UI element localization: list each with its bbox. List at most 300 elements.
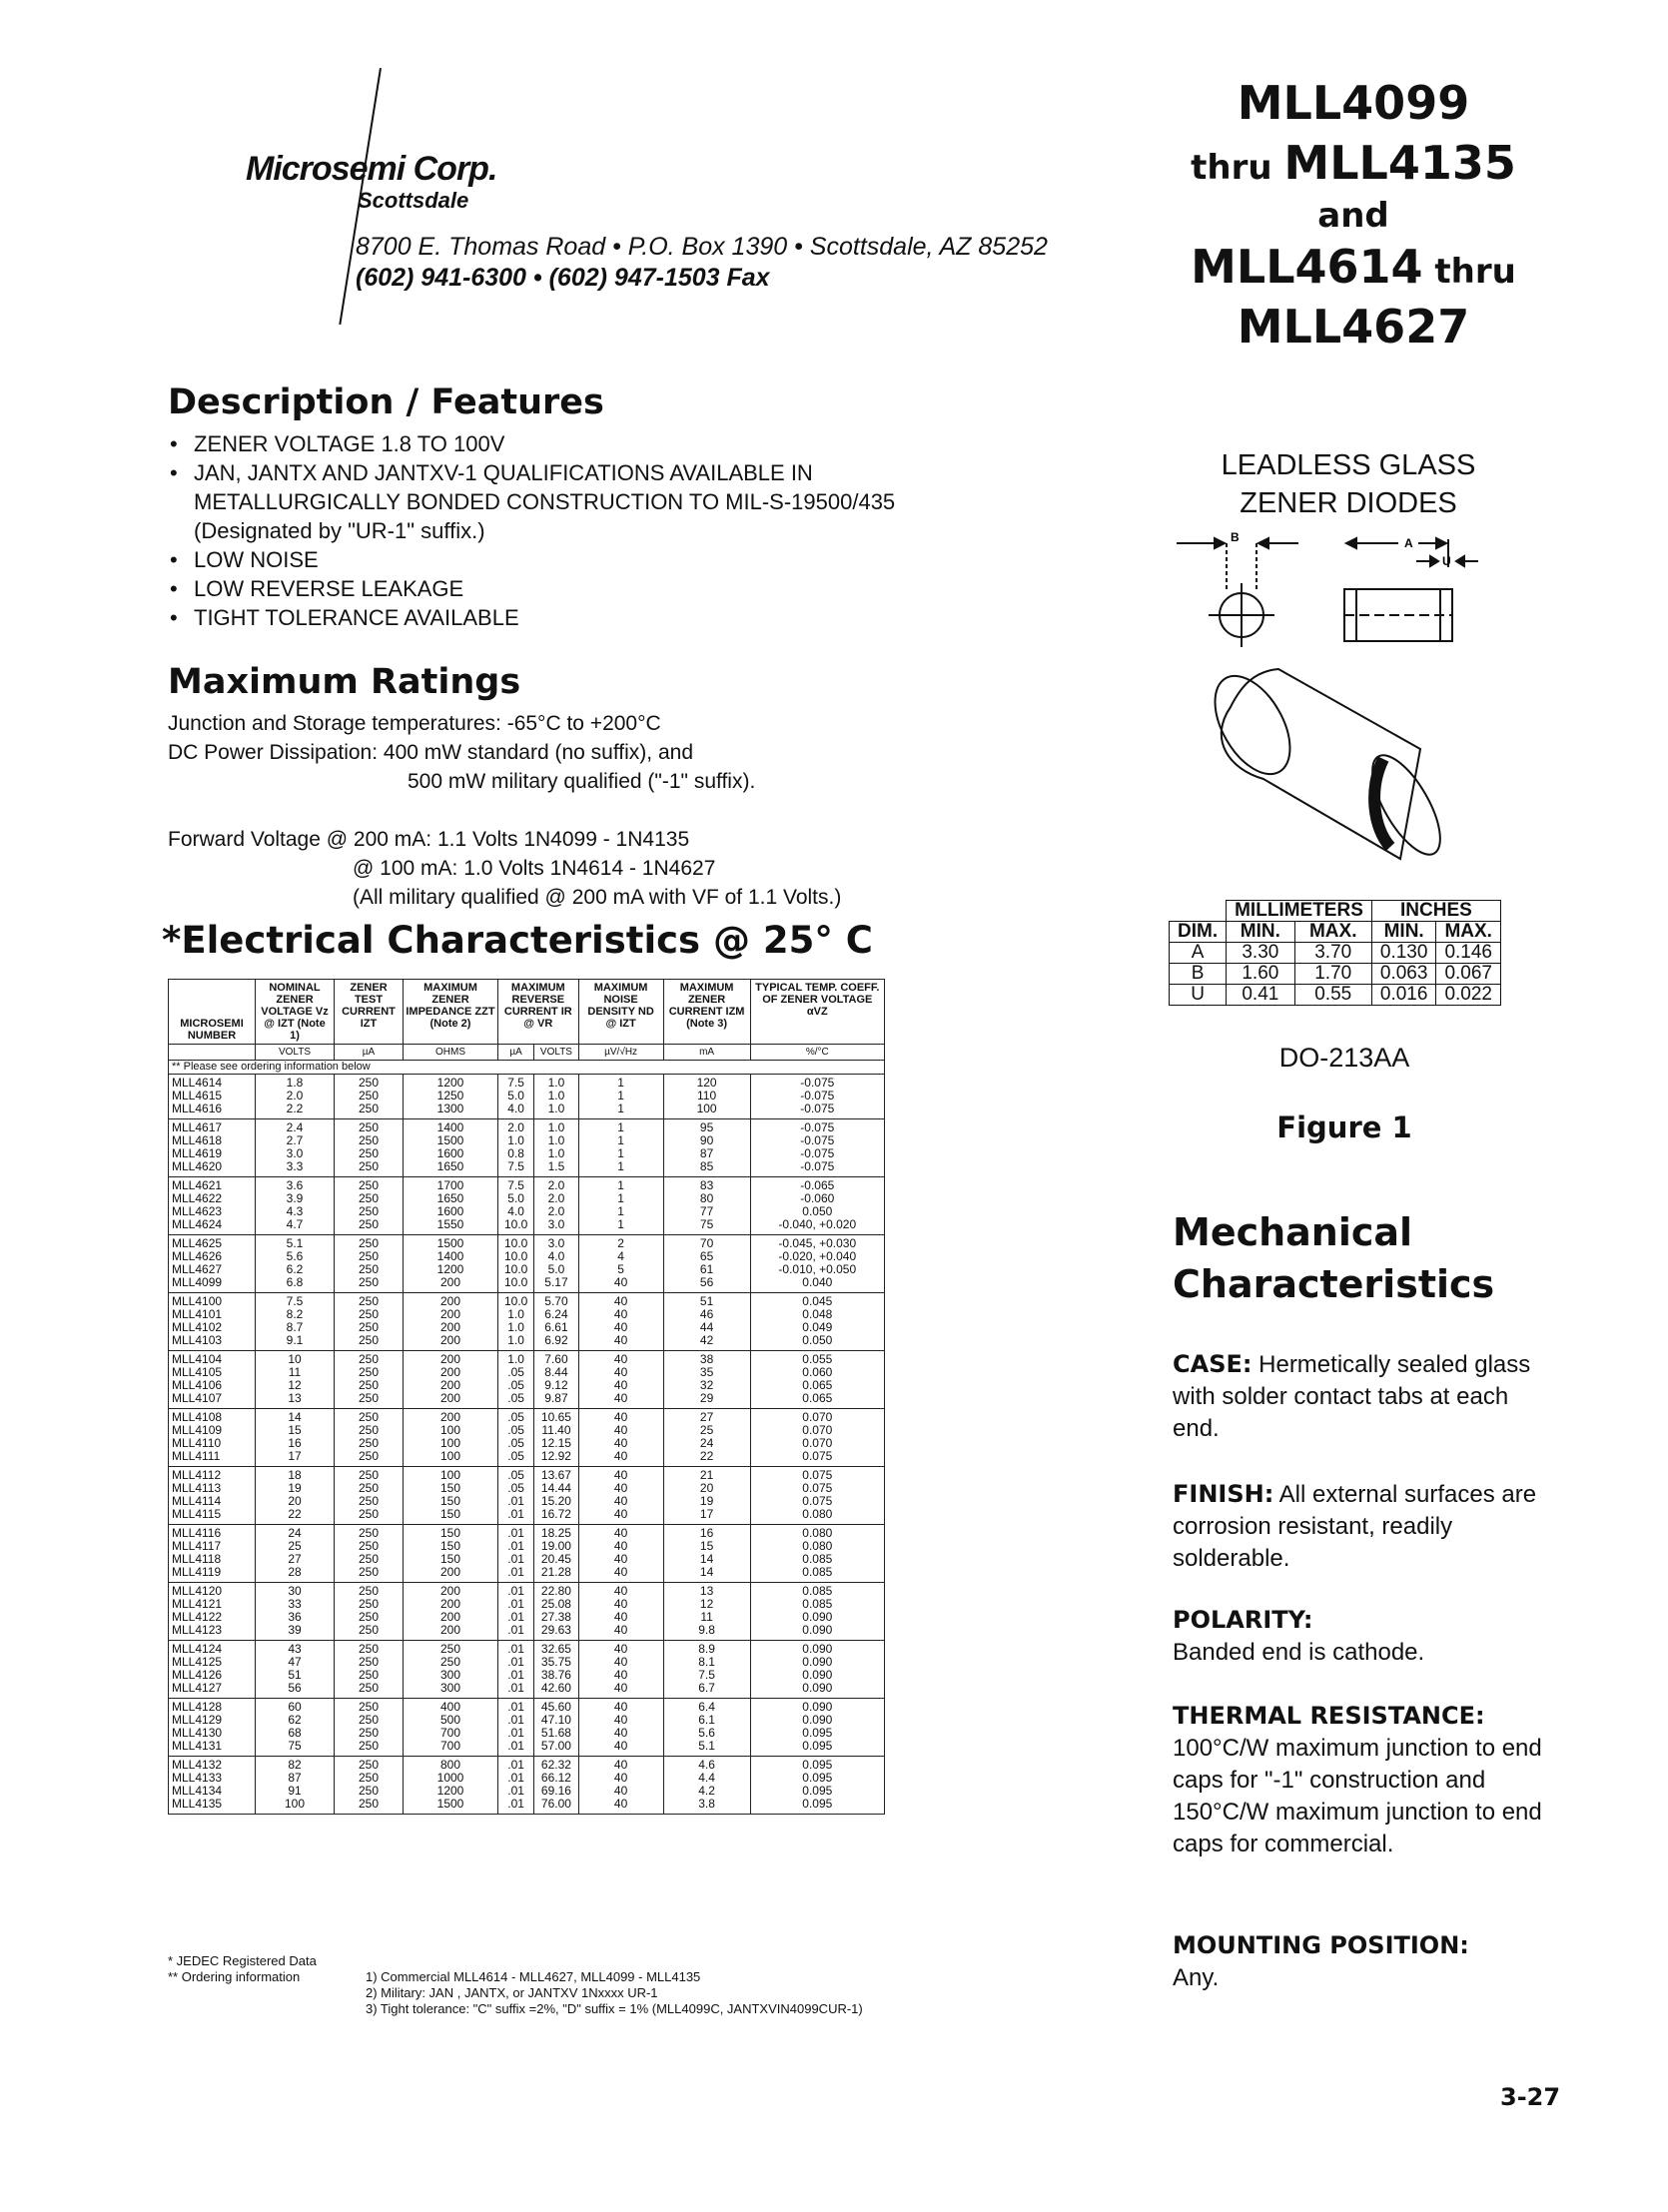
cell-line: 1250 bbox=[436, 1089, 464, 1103]
cell-line: 0.095 bbox=[802, 1771, 833, 1785]
value-cell bbox=[663, 1583, 750, 1641]
value-cell bbox=[534, 1177, 578, 1235]
cell-line: 250 bbox=[358, 1713, 380, 1727]
unit-cell: VOLTS bbox=[534, 1045, 578, 1061]
cell-line: 1.8 bbox=[286, 1076, 304, 1090]
cell-line: 100 bbox=[284, 1797, 306, 1811]
feature-item: • JAN, JANTX AND JANTXV-1 QUALIFICATIONS AVAILABLE IN METALLURGICALLY BONDED CONSTRUCTION TO MIL-S-19500/435 (Designated by "UR-1" suffix.) bbox=[170, 458, 929, 545]
dim-label-u: U bbox=[1442, 554, 1451, 568]
value-cell bbox=[256, 1235, 335, 1293]
col-header-izt: ZENER TEST CURRENT IZT bbox=[335, 980, 404, 1045]
cell-line: 29.63 bbox=[540, 1623, 571, 1637]
cell-line: .01 bbox=[507, 1771, 524, 1785]
cell-line: 24 bbox=[288, 1526, 302, 1540]
cell-line: 150 bbox=[439, 1481, 461, 1495]
cell-line: 250 bbox=[358, 1102, 380, 1115]
cell-line: 40 bbox=[613, 1771, 628, 1785]
cell-line: 66.12 bbox=[540, 1771, 571, 1785]
cell-line: 1200 bbox=[436, 1262, 464, 1276]
footnote-commercial: 1) Commercial MLL4614 - MLL4627, MLL4099 - MLL4135 bbox=[366, 1969, 701, 1984]
cell-line: 12 bbox=[699, 1597, 714, 1611]
cell-line: MLL4118 bbox=[172, 1552, 222, 1566]
cell-line: .05 bbox=[507, 1410, 524, 1424]
cell-line: .01 bbox=[507, 1623, 524, 1637]
cell-line: 40 bbox=[613, 1552, 628, 1566]
cell-line: 62.32 bbox=[540, 1758, 571, 1772]
value-cell bbox=[750, 1177, 884, 1235]
cell-line: 250 bbox=[358, 1320, 380, 1334]
cell-line: 1000 bbox=[436, 1771, 464, 1785]
cell-line: MLL4112 bbox=[172, 1468, 222, 1482]
cell-line: 35.75 bbox=[540, 1655, 571, 1669]
cell-line: 0.095 bbox=[802, 1797, 833, 1811]
value-cell bbox=[578, 1757, 663, 1815]
figure-label: Figure 1 bbox=[1276, 1110, 1412, 1144]
cell-line: 500 bbox=[439, 1713, 461, 1727]
cell-line: MLL4620 bbox=[172, 1159, 223, 1173]
cell-line: .01 bbox=[507, 1668, 524, 1682]
value-cell bbox=[335, 1467, 404, 1525]
value-cell bbox=[498, 1293, 534, 1351]
table-row bbox=[169, 1583, 885, 1641]
value-cell bbox=[404, 1699, 498, 1757]
cell-line: MLL4126 bbox=[172, 1668, 223, 1682]
cell-line: 0.085 bbox=[802, 1597, 833, 1611]
mech-polarity bbox=[1173, 1604, 1552, 1669]
cell-line: 40 bbox=[613, 1507, 628, 1521]
footnote-military: 2) Military: JAN , JANTX, or JANTXV 1Nxxxx UR-1 bbox=[366, 1985, 658, 2000]
cell-line: 250 bbox=[358, 1481, 380, 1495]
cell-line: MLL4616 bbox=[172, 1102, 223, 1115]
value-cell bbox=[534, 1119, 578, 1177]
cell-line: 77 bbox=[699, 1204, 714, 1218]
cell-line: 1.0 bbox=[547, 1102, 565, 1115]
cell-line: 1.0 bbox=[547, 1120, 565, 1134]
cell-line: 1 bbox=[617, 1146, 624, 1160]
cell-line: 1.0 bbox=[507, 1133, 524, 1147]
value-cell bbox=[578, 1235, 663, 1293]
cell-line: 22 bbox=[288, 1507, 302, 1521]
value-cell bbox=[498, 1075, 534, 1119]
cell-line: 21 bbox=[699, 1468, 714, 1482]
cell-line: 1 bbox=[617, 1191, 624, 1205]
cell-line: 82 bbox=[288, 1758, 302, 1772]
value-cell bbox=[663, 1525, 750, 1583]
cell-line: .01 bbox=[507, 1610, 524, 1624]
cell-line: 10.0 bbox=[503, 1275, 528, 1289]
cell-line: 0.049 bbox=[802, 1320, 833, 1334]
cell-line: 2.0 bbox=[547, 1204, 565, 1218]
cell-line: 42 bbox=[699, 1333, 714, 1347]
cell-line: MLL4123 bbox=[172, 1623, 223, 1637]
value-cell bbox=[404, 1525, 498, 1583]
cell-line: 1600 bbox=[436, 1146, 464, 1160]
cell-line: 400 bbox=[439, 1700, 461, 1714]
cell-line: 33 bbox=[288, 1597, 302, 1611]
table-row bbox=[169, 1293, 885, 1351]
cell-line: 8.9 bbox=[698, 1642, 715, 1656]
cell-line: 250 bbox=[358, 1758, 380, 1772]
cell-line: 250 bbox=[358, 1410, 380, 1424]
cell-line: MLL4135 bbox=[172, 1797, 223, 1811]
cell-line: MLL4624 bbox=[172, 1217, 223, 1231]
cell-line: 27 bbox=[288, 1552, 302, 1566]
cell-line: 56 bbox=[288, 1681, 302, 1695]
cell-line: 250 bbox=[358, 1333, 380, 1347]
cell-line: 1200 bbox=[436, 1076, 464, 1090]
cell-line: 4.4 bbox=[698, 1771, 715, 1785]
dims-cell: 0.063 bbox=[1371, 964, 1436, 985]
dims-cell: 3.30 bbox=[1227, 943, 1294, 964]
cell-line: 250 bbox=[358, 1133, 380, 1147]
cell-line: 30 bbox=[288, 1584, 302, 1598]
cell-line: 15 bbox=[699, 1539, 714, 1553]
cell-line: 61 bbox=[699, 1262, 714, 1276]
cell-line: 32 bbox=[699, 1378, 714, 1392]
cell-line: 0.080 bbox=[802, 1526, 833, 1540]
cell-line: 0.085 bbox=[802, 1552, 833, 1566]
cell-line: 250 bbox=[358, 1565, 380, 1579]
dims-cell: 0.55 bbox=[1294, 985, 1371, 1006]
cell-line: 51.68 bbox=[540, 1726, 571, 1740]
cell-line: 0.090 bbox=[802, 1700, 833, 1714]
value-cell bbox=[335, 1119, 404, 1177]
value-cell bbox=[750, 1757, 884, 1815]
value-cell bbox=[498, 1235, 534, 1293]
dims-group-in: INCHES bbox=[1371, 901, 1500, 922]
cell-line: 5.70 bbox=[544, 1294, 568, 1308]
value-cell bbox=[663, 1641, 750, 1699]
cell-line: MLL4626 bbox=[172, 1249, 223, 1263]
cell-line: 40 bbox=[613, 1565, 628, 1579]
mech-thermal-text: 100°C/W maximum junction to end caps for "-1" construction and 150°C/W maximum junction to end caps for commercial. bbox=[1173, 1735, 1542, 1857]
cell-line: 6.1 bbox=[698, 1713, 715, 1727]
cell-line: 250 bbox=[358, 1294, 380, 1308]
cell-line: 0.8 bbox=[507, 1146, 524, 1160]
cell-line: 5.6 bbox=[698, 1726, 715, 1740]
cell-line: 40 bbox=[613, 1378, 628, 1392]
cell-line: 1 bbox=[617, 1120, 624, 1134]
cell-line: 1.0 bbox=[507, 1333, 524, 1347]
cell-line: .05 bbox=[507, 1449, 524, 1463]
mech-mounting-label: MOUNTING POSITION: bbox=[1173, 1931, 1469, 1959]
cell-line: 1.5 bbox=[547, 1159, 565, 1173]
cell-line: MLL4124 bbox=[172, 1642, 223, 1656]
value-cell bbox=[534, 1583, 578, 1641]
cell-line: 0.085 bbox=[802, 1565, 833, 1579]
cell-line: 20 bbox=[699, 1481, 714, 1495]
cell-line: 250 bbox=[358, 1391, 380, 1405]
unit-cell: µV/√Hz bbox=[578, 1045, 663, 1061]
title-line-5: MLL4627 bbox=[1237, 300, 1470, 354]
part-group bbox=[169, 1409, 885, 1467]
feature-item: • TIGHT TOLERANCE AVAILABLE bbox=[170, 603, 929, 632]
value-cell bbox=[335, 1757, 404, 1815]
mech-case bbox=[1173, 1348, 1552, 1445]
cell-line: 40 bbox=[613, 1700, 628, 1714]
cell-line: 100 bbox=[439, 1436, 461, 1450]
unit-cell: µA bbox=[498, 1045, 534, 1061]
cell-line: 16 bbox=[699, 1526, 714, 1540]
col-header-izm: MAXIMUM ZENER CURRENT IZM (Note 3) bbox=[663, 980, 750, 1045]
value-cell bbox=[534, 1699, 578, 1757]
mech-polarity-text: Banded end is cathode. bbox=[1173, 1639, 1425, 1666]
cell-line: MLL4116 bbox=[172, 1526, 222, 1540]
cell-line: 200 bbox=[439, 1307, 461, 1321]
cell-line: 6.2 bbox=[286, 1262, 304, 1276]
cell-line: 65 bbox=[699, 1249, 714, 1263]
part-number-cell bbox=[169, 1177, 256, 1235]
units-row bbox=[169, 1045, 885, 1061]
cell-line: .01 bbox=[507, 1681, 524, 1695]
cell-line: 91 bbox=[288, 1784, 302, 1798]
cell-line: .05 bbox=[507, 1436, 524, 1450]
cell-line: 250 bbox=[358, 1552, 380, 1566]
cell-line: 0.090 bbox=[802, 1681, 833, 1695]
title-thru-2: thru bbox=[1422, 252, 1516, 292]
cell-line: 40 bbox=[613, 1294, 628, 1308]
dims-cell: A bbox=[1170, 943, 1227, 964]
cell-line: 100 bbox=[439, 1449, 461, 1463]
part-number-cell bbox=[169, 1641, 256, 1699]
value-cell bbox=[256, 1409, 335, 1467]
dims-group-mm: MILLIMETERS bbox=[1227, 901, 1372, 922]
cell-line: 1400 bbox=[436, 1120, 464, 1134]
cell-line: 4.6 bbox=[698, 1758, 715, 1772]
cell-line: MLL4130 bbox=[172, 1726, 223, 1740]
cell-line: 1400 bbox=[436, 1249, 464, 1263]
value-cell bbox=[578, 1641, 663, 1699]
value-cell bbox=[663, 1177, 750, 1235]
value-cell bbox=[256, 1699, 335, 1757]
value-cell bbox=[578, 1293, 663, 1351]
cell-line: 250 bbox=[358, 1526, 380, 1540]
cell-line: 0.090 bbox=[802, 1610, 833, 1624]
cell-line: 1.0 bbox=[507, 1352, 524, 1366]
cell-line: 40 bbox=[613, 1758, 628, 1772]
cell-line: 7.5 bbox=[507, 1178, 524, 1192]
company-location: Scottsdale bbox=[358, 188, 469, 213]
cell-line: 300 bbox=[439, 1668, 461, 1682]
cell-line: 8.7 bbox=[286, 1320, 304, 1334]
value-cell bbox=[404, 1177, 498, 1235]
cell-line: MLL4617 bbox=[172, 1120, 223, 1134]
cell-line: 250 bbox=[358, 1494, 380, 1508]
part-number-cell bbox=[169, 1757, 256, 1815]
value-cell bbox=[404, 1235, 498, 1293]
company-address: 8700 E. Thomas Road • P.O. Box 1390 • Scottsdale, AZ 85252 bbox=[356, 233, 1048, 261]
cell-line: 0.050 bbox=[802, 1333, 833, 1347]
mech-case-text: Hermetically sealed glass with solder contact tabs at each end. bbox=[1173, 1351, 1531, 1442]
cell-line: 19.00 bbox=[540, 1539, 571, 1553]
cell-line: MLL4113 bbox=[172, 1481, 222, 1495]
cell-line: -0.075 bbox=[800, 1102, 835, 1115]
cell-line: 7.5 bbox=[507, 1159, 524, 1173]
cell-line: .01 bbox=[507, 1584, 524, 1598]
table-row bbox=[169, 1525, 885, 1583]
value-cell bbox=[663, 1075, 750, 1119]
cell-line: 40 bbox=[613, 1275, 628, 1289]
cell-line: 6.61 bbox=[544, 1320, 568, 1334]
cell-line: 5.1 bbox=[698, 1739, 715, 1753]
cell-line: 1300 bbox=[436, 1102, 464, 1115]
table-row bbox=[169, 1075, 885, 1119]
cell-line: MLL4614 bbox=[172, 1076, 223, 1090]
cell-line: MLL4115 bbox=[172, 1507, 222, 1521]
table-row bbox=[169, 1119, 885, 1177]
cell-line: 2.2 bbox=[286, 1102, 304, 1115]
cell-line: 200 bbox=[439, 1597, 461, 1611]
mech-mounting bbox=[1173, 1929, 1552, 1994]
table-row bbox=[169, 1177, 885, 1235]
cell-line: 100 bbox=[439, 1468, 461, 1482]
cell-line: 5.0 bbox=[507, 1089, 524, 1103]
cell-line: 5 bbox=[617, 1262, 624, 1276]
cell-line: 7.5 bbox=[286, 1294, 304, 1308]
cell-line: 0.045 bbox=[802, 1294, 833, 1308]
cell-line: 22.80 bbox=[540, 1584, 571, 1598]
value-cell bbox=[750, 1409, 884, 1467]
value-cell bbox=[578, 1177, 663, 1235]
cell-line: 5.17 bbox=[544, 1275, 568, 1289]
cell-line: MLL4623 bbox=[172, 1204, 223, 1218]
cell-line: 2.0 bbox=[507, 1120, 524, 1134]
col-header-zzt: MAXIMUM ZENER IMPEDANCE ZZT (Note 2) bbox=[404, 980, 498, 1045]
table-row bbox=[169, 1757, 885, 1815]
title-line-3: and bbox=[1317, 196, 1389, 236]
cell-line: 22 bbox=[699, 1449, 714, 1463]
value-cell bbox=[534, 1075, 578, 1119]
cell-line: 250 bbox=[358, 1468, 380, 1482]
part-number-cell bbox=[169, 1699, 256, 1757]
cell-line: 250 bbox=[358, 1217, 380, 1231]
cell-line: 40 bbox=[613, 1320, 628, 1334]
value-cell bbox=[256, 1177, 335, 1235]
cell-line: 200 bbox=[439, 1410, 461, 1424]
cell-line: 38.76 bbox=[540, 1668, 571, 1682]
cell-line: 4 bbox=[617, 1249, 624, 1263]
electrical-heading: *Electrical Characteristics @ 25° C bbox=[162, 919, 873, 962]
cell-line: 12 bbox=[288, 1378, 302, 1392]
cell-line: 0.070 bbox=[802, 1423, 833, 1437]
cell-line: MLL4129 bbox=[172, 1713, 223, 1727]
cell-line: 1650 bbox=[436, 1191, 464, 1205]
cell-line: 27.38 bbox=[540, 1610, 571, 1624]
cell-line: 0.090 bbox=[802, 1655, 833, 1669]
cell-line: 300 bbox=[439, 1681, 461, 1695]
cell-line: MLL4099 bbox=[172, 1275, 223, 1289]
cell-line: 250 bbox=[358, 1642, 380, 1656]
value-cell bbox=[578, 1409, 663, 1467]
dims-row bbox=[1170, 964, 1501, 985]
cell-line: 150 bbox=[439, 1507, 461, 1521]
cell-line: 250 bbox=[358, 1449, 380, 1463]
cell-line: MLL4101 bbox=[172, 1307, 223, 1321]
value-cell bbox=[750, 1641, 884, 1699]
cell-line: -0.075 bbox=[800, 1159, 835, 1173]
cell-line: 3.0 bbox=[547, 1236, 565, 1250]
value-cell bbox=[404, 1641, 498, 1699]
cell-line: 0.090 bbox=[802, 1668, 833, 1682]
cell-line: 13 bbox=[699, 1584, 714, 1598]
cell-line: 70 bbox=[699, 1236, 714, 1250]
dimensions-table bbox=[1169, 900, 1501, 1006]
cell-line: 250 bbox=[358, 1352, 380, 1366]
value-cell bbox=[663, 1409, 750, 1467]
cell-line: 0.090 bbox=[802, 1623, 833, 1637]
cell-line: 13.67 bbox=[540, 1468, 571, 1482]
cell-line: 51 bbox=[699, 1294, 714, 1308]
cell-line: 1650 bbox=[436, 1159, 464, 1173]
cell-line: 250 bbox=[358, 1784, 380, 1798]
cell-line: 1 bbox=[617, 1204, 624, 1218]
cell-line: 40 bbox=[613, 1539, 628, 1553]
cell-line: 250 bbox=[358, 1146, 380, 1160]
dims-col-header: MAX. bbox=[1436, 922, 1501, 943]
cell-line: 56 bbox=[699, 1275, 714, 1289]
cell-line: 200 bbox=[439, 1320, 461, 1334]
dims-row bbox=[1170, 985, 1501, 1006]
col-header-nd: MAXIMUM NOISE DENSITY ND @ IZT bbox=[578, 980, 663, 1045]
feature-item: • LOW NOISE bbox=[170, 545, 929, 574]
part-number-cell bbox=[169, 1235, 256, 1293]
cell-line: 28 bbox=[288, 1565, 302, 1579]
part-number-cell bbox=[169, 1075, 256, 1119]
cell-line: 90 bbox=[699, 1133, 714, 1147]
cell-line: MLL4103 bbox=[172, 1333, 223, 1347]
cell-line: MLL4110 bbox=[172, 1436, 222, 1450]
cell-line: 40 bbox=[613, 1410, 628, 1424]
footnote-ordering-label: ** Ordering information bbox=[168, 1969, 301, 1984]
unit-cell: mA bbox=[663, 1045, 750, 1061]
cell-line: -0.075 bbox=[800, 1133, 835, 1147]
value-cell bbox=[750, 1119, 884, 1177]
cell-line: MLL4128 bbox=[172, 1700, 223, 1714]
cell-line: 16.72 bbox=[540, 1507, 571, 1521]
value-cell bbox=[256, 1075, 335, 1119]
company-logo: Microsemi Corp. bbox=[246, 150, 497, 188]
cell-line: .01 bbox=[507, 1713, 524, 1727]
cell-line: -0.075 bbox=[800, 1076, 835, 1090]
value-cell bbox=[534, 1293, 578, 1351]
table-row bbox=[169, 1409, 885, 1467]
value-cell bbox=[663, 1351, 750, 1409]
cell-line: 3.0 bbox=[547, 1217, 565, 1231]
value-cell bbox=[256, 1119, 335, 1177]
cell-line: MLL4109 bbox=[172, 1423, 223, 1437]
cell-line: 19 bbox=[288, 1481, 302, 1495]
col-header-ir: MAXIMUM REVERSE CURRENT IR @ VR bbox=[498, 980, 579, 1045]
cell-line: 15.20 bbox=[540, 1494, 571, 1508]
cell-line: 5.0 bbox=[547, 1262, 565, 1276]
cell-line: 2.4 bbox=[286, 1120, 304, 1134]
cell-line: 250 bbox=[358, 1249, 380, 1263]
cell-line: 29 bbox=[699, 1391, 714, 1405]
value-cell bbox=[256, 1467, 335, 1525]
cell-line: 39 bbox=[288, 1623, 302, 1637]
cell-line: 40 bbox=[613, 1642, 628, 1656]
cell-line: 24 bbox=[699, 1436, 714, 1450]
value-cell bbox=[404, 1583, 498, 1641]
cell-line: .01 bbox=[507, 1539, 524, 1553]
cell-line: 21.28 bbox=[540, 1565, 571, 1579]
cell-line: 0.075 bbox=[802, 1494, 833, 1508]
cell-line: .01 bbox=[507, 1507, 524, 1521]
part-group bbox=[169, 1757, 885, 1815]
dims-cell: 1.70 bbox=[1294, 964, 1371, 985]
value-cell bbox=[335, 1177, 404, 1235]
cell-line: 1 bbox=[617, 1089, 624, 1103]
